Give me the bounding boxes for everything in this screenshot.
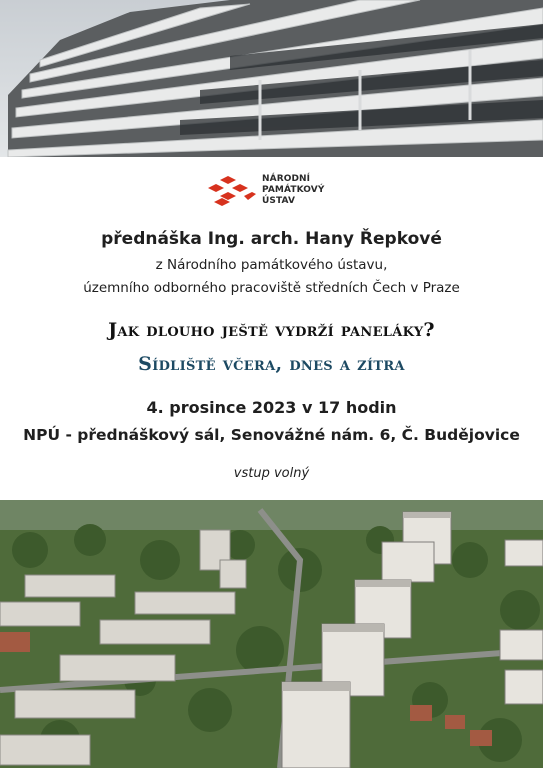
lecture-title: Jak dlouho ještě vydrží paneláky? (108, 319, 435, 341)
event-date: 4. prosince 2023 v 17 hodin (146, 398, 397, 417)
npu-logo-mark-icon (206, 176, 256, 210)
top-building-photo (0, 0, 543, 157)
logo-line-1: NÁRODNÍ (262, 174, 311, 184)
npu-logo-text (262, 174, 324, 207)
entry-note: vstup volný (233, 466, 310, 481)
logo-line-2: PAMÁTKOVÝ (262, 185, 325, 195)
npu-logo (206, 174, 346, 214)
housing-estate-aerial-photo (0, 500, 543, 768)
event-venue: NPÚ - přednáškový sál, Senovážné nám. 6, Č. Budějovice (23, 426, 520, 444)
affiliation-line-1: z Národního památkového ústavu, (155, 257, 388, 273)
lecturer-line: přednáška Ing. arch. Hany Řepkové (101, 229, 442, 249)
logo-line-3: ÚSTAV (262, 196, 296, 206)
lecture-subtitle: Sídliště včera, dnes a zítra (138, 353, 405, 375)
affiliation-line-2: územního odborného pracoviště středních Čech v Praze (83, 280, 460, 296)
